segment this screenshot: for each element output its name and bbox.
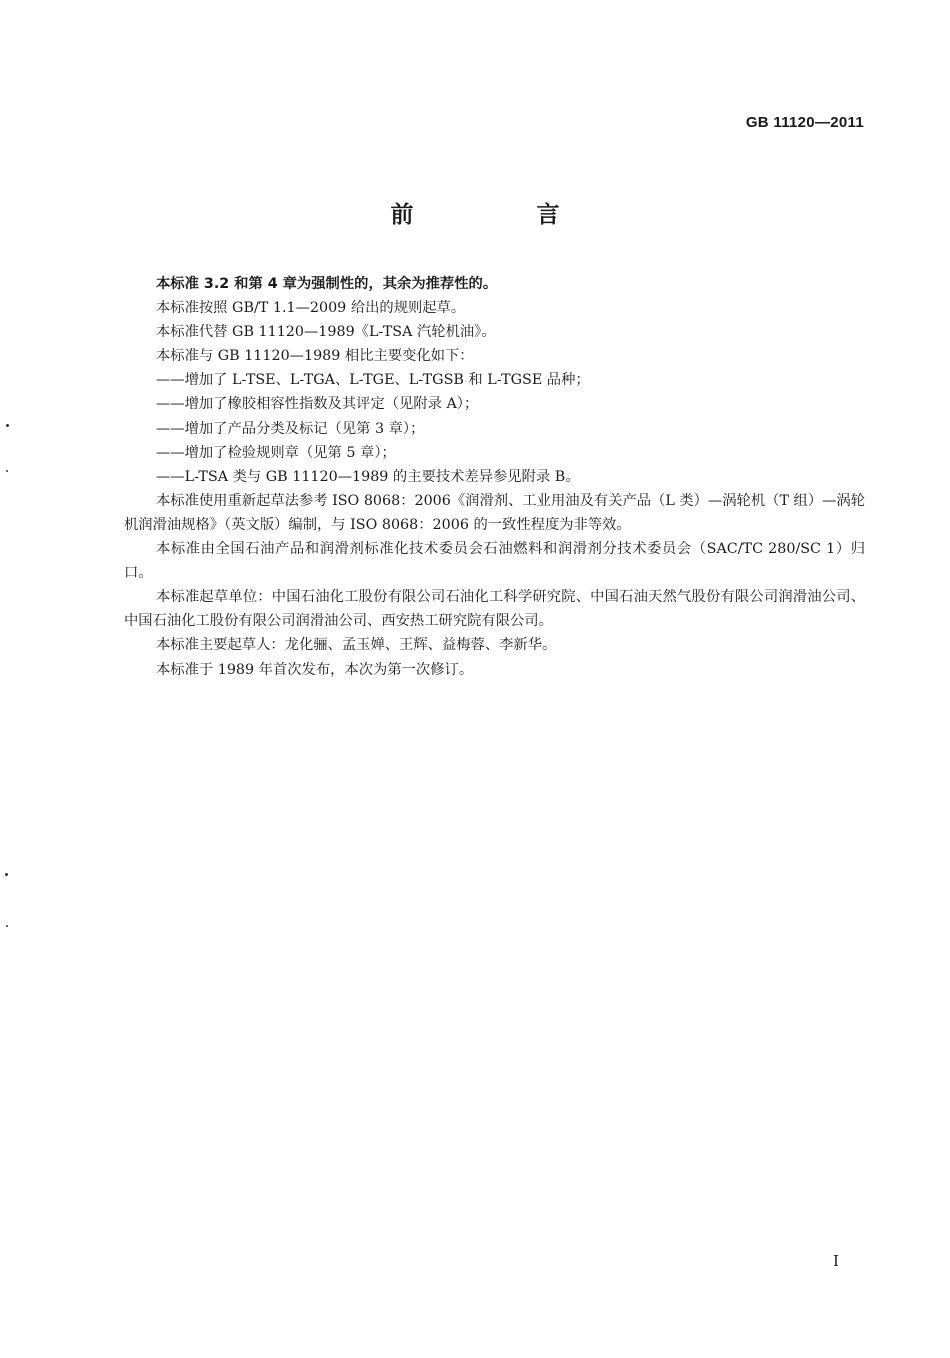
list-item: ——增加了 L-TSE、L-TGA、L-TGE、L-TGSB 和 L-TGSE 品种； — [156, 372, 590, 389]
paragraph-iso-reference: 本标准使用重新起草法参考 ISO 8068：2006《润滑剂、工业用油及有关产品（L 类）—涡轮机（T 组）—涡轮机润滑油规格》（英文版）编制，与 ISO 8068：2006 的一致性程度为非等效。 — [124, 492, 866, 533]
page-number: I — [833, 1252, 839, 1270]
page-title: 前 言 — [390, 202, 610, 228]
list-item: ——增加了橡胶相容性指数及其评定（见附录 A）； — [156, 396, 479, 413]
paragraph-drafting-units: 本标准起草单位：中国石油化工股份有限公司石油化工科学研究院、中国石油天然气股份有限公司润滑油公司、中国石油化工股份有限公司润滑油公司、西安热工研究院有限公司。 — [124, 589, 865, 630]
paragraph-changes-intro: 本标准与 GB 11120—1989 相比主要变化如下： — [156, 348, 474, 365]
scan-speck — [6, 925, 8, 927]
paragraph-committee: 本标准由全国石油产品和润滑剂标准化技术委员会石油燃料和润滑剂分技术委员会（SAC/TC 280/SC 1）归口。 — [124, 541, 865, 582]
standard-number: GB 11120—2011 — [745, 114, 864, 131]
paragraph-replaces: 本标准代替 GB 11120—1989《L-TSA 汽轮机油》。 — [156, 324, 496, 341]
paragraph-mandatory-clauses: 本标准 3.2 和第 4 章为强制性的，其余为推荐性的。 — [156, 276, 498, 292]
list-item: ——增加了检验规则章（见第 5 章）； — [156, 444, 396, 461]
paragraph-drafting-rules: 本标准按照 GB/T 1.1—2009 给出的规则起草。 — [156, 300, 466, 317]
scan-speck — [5, 873, 8, 876]
paragraph-history: 本标准于 1989 年首次发布，本次为第一次修订。 — [156, 661, 474, 678]
changes-list — [124, 368, 865, 488]
list-item: ——增加了产品分类及标记（见第 3 章）； — [156, 420, 425, 437]
scan-speck — [6, 470, 8, 472]
paragraph-drafters: 本标准主要起草人：龙化骊、孟玉婵、王辉、益梅蓉、李新华。 — [156, 637, 557, 654]
scan-speck — [6, 424, 9, 427]
foreword-body — [124, 272, 865, 682]
list-item: ——L-TSA 类与 GB 11120—1989 的主要技术差异参见附录 B。 — [156, 468, 580, 485]
